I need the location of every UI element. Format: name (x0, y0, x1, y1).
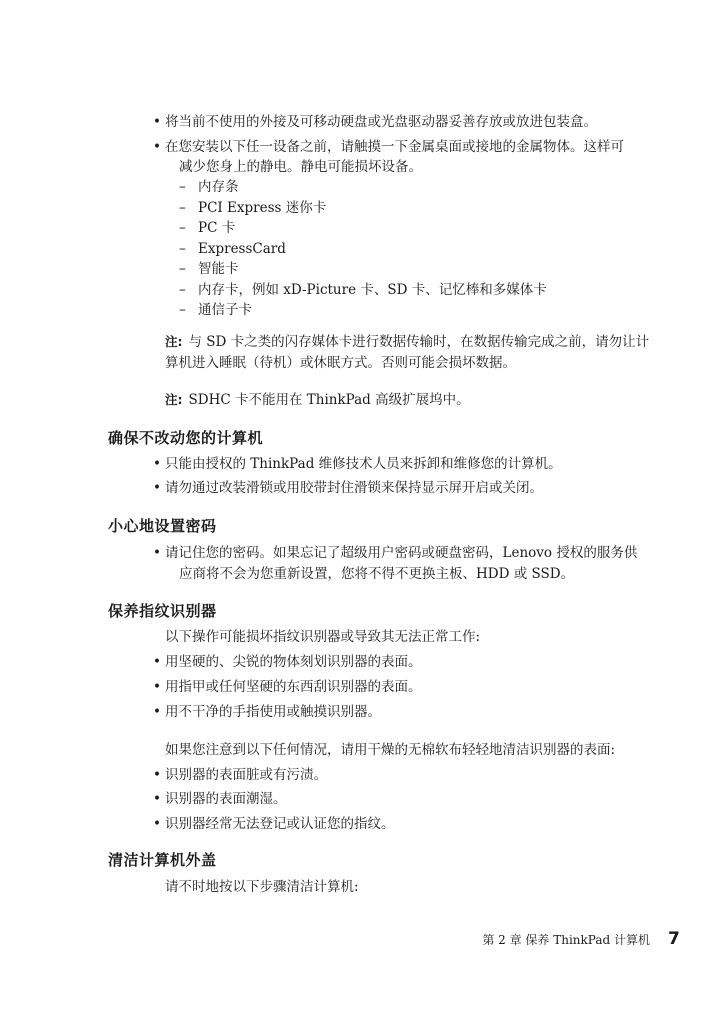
bullet-item: • 用不干净的手指使用或触摸识别器。 (165, 703, 381, 721)
device-list-item: – PC 卡 (179, 219, 235, 237)
section-heading-password: 小心地设置密码 (108, 517, 217, 535)
device-list-item: – PCI Express 迷你卡 (179, 199, 326, 217)
bullet-item: • 只能由授权的 ThinkPad 维修技术人员来拆卸和维修您的计算机。 (165, 455, 562, 473)
bullet-item: • 用指甲或任何坚硬的东西刮识别器的表面。 (165, 678, 422, 696)
bullet-continuation: 减少您身上的静电。静电可能损坏设备。 (179, 159, 422, 175)
device-list-item: – ExpressCard (179, 240, 286, 258)
bullet-item: • 识别器的表面脏或有污渍。 (165, 766, 327, 784)
device-list-item: – 内存卡，例如 xD-Picture 卡、SD 卡、记忆棒和多媒体卡 (179, 281, 547, 299)
bullet-item: • 识别器的表面潮湿。 (165, 790, 287, 808)
device-list-item: – 通信子卡 (179, 301, 252, 319)
bullet-item: • 识别器经常无法登记或认证您的指纹。 (165, 815, 395, 833)
section-heading-cover: 清洁计算机外盖 (108, 851, 217, 869)
section-intro: 以下操作可能损坏指纹识别器或导致其无法正常工作: (165, 629, 481, 645)
bullet-continuation: 应商将不会为您重新设置，您将不得不更换主板、HDD 或 SSD。 (179, 566, 575, 582)
note-label: 注: (165, 334, 183, 349)
note-sd-line1: 注: 与 SD 卡之类的闪存媒体卡进行数据传输时，在数据传输完成之前，请勿让计 (165, 334, 650, 350)
device-list-item: – 智能卡 (179, 260, 239, 278)
bullet-item: • 请勿通过改装滑锁或用胶带封住滑锁来保持显示屏开启或关闭。 (165, 479, 543, 497)
section-heading-computer: 确保不改动您的计算机 (108, 429, 264, 447)
footer-chapter: 第 2 章 保养 ThinkPad 计算机 (482, 933, 650, 947)
bullet-item: • 在您安装以下任一设备之前，请触摸一下金属桌面或接地的金属物体。这样可 (165, 138, 624, 156)
bullet-item: • 请记住您的密码。如果忘记了超级用户密码或硬盘密码，Lenovo 授权的服务供 (165, 544, 637, 562)
note-sdhc: 注: SDHC 卡不能用在 ThinkPad 高级扩展坞中。 (165, 392, 470, 408)
note-sd-line2: 算机进入睡眠（待机）或休眠方式。否则可能会损坏数据。 (165, 355, 516, 371)
bullet-item: • 将当前不使用的外接及可移动硬盘或光盘驱动器妥善存放或放进包装盒。 (165, 113, 597, 131)
note-label: 注: (165, 392, 183, 407)
device-list-item: – 内存条 (179, 178, 239, 196)
section-intro: 请不时地按以下步骤清洁计算机: (165, 879, 359, 895)
page-number: 7 (668, 929, 680, 949)
section-intro: 如果您注意到以下任何情况，请用干燥的无棉软布轻轻地清洁识别器的表面: (165, 742, 616, 758)
section-heading-fingerprint: 保养指纹识别器 (108, 602, 217, 620)
bullet-item: • 用坚硬的、尖锐的物体刻划识别器的表面。 (165, 653, 422, 671)
